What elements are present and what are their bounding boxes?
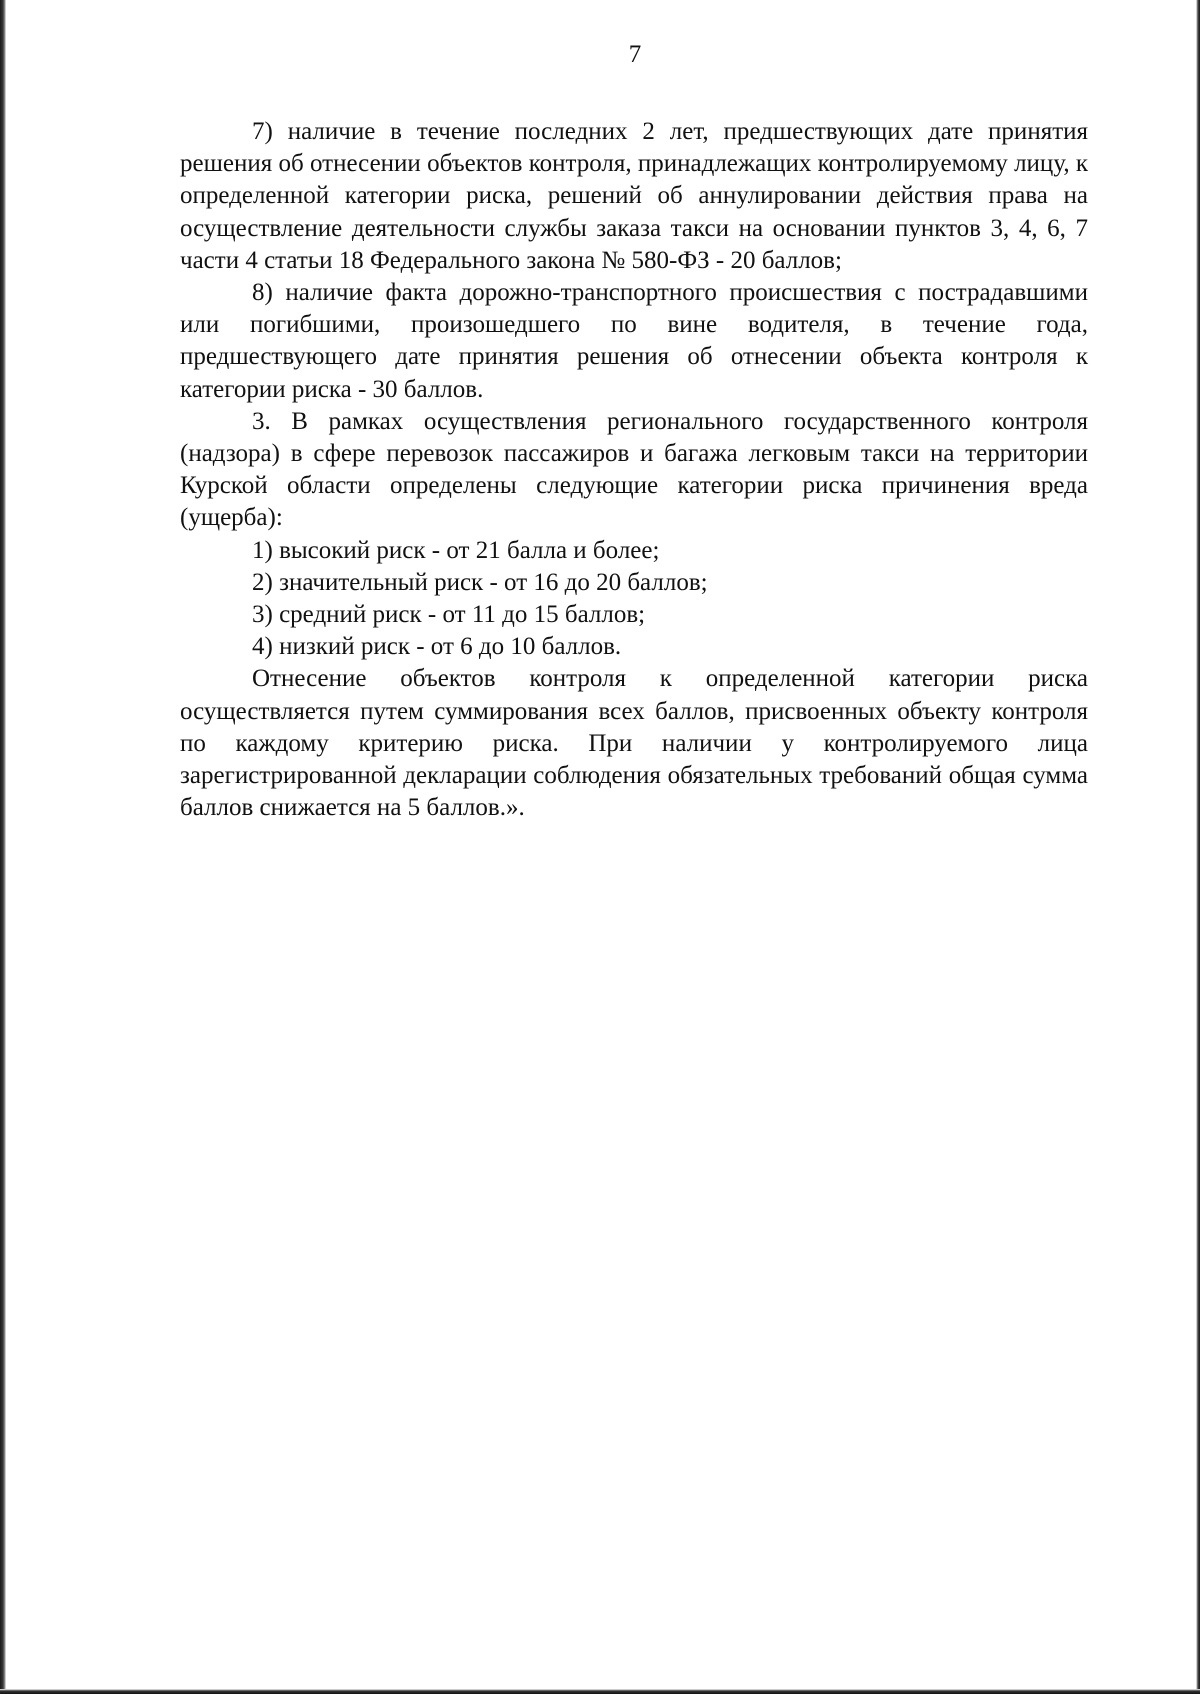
risk-category-significant: 2) значительный риск - от 16 до 20 баллов; bbox=[252, 568, 708, 596]
risk-category-medium: 3) средний риск - от 11 до 15 баллов; bbox=[252, 601, 646, 629]
risk-category-high: 1) высокий риск - от 21 балла и более; bbox=[252, 536, 660, 564]
scan-edge-left bbox=[0, 0, 6, 1694]
document-body bbox=[180, 116, 1088, 824]
paragraph-section-3: 3. В рамках осуществления регионального государственного контроля (надзора) в сфере перевозок пассажиров и багажа легковым такси на территории Курской области определены следующие категории риска причинения вреда (ущерба): bbox=[180, 407, 1088, 532]
closing-paragraph: Отнесение объектов контроля к определенной категории риска осуществляется путем суммирования всех баллов, присвоенных объекту контроля по каждому критерию риска. При наличии у контролируемого лица зарегистрированной декларации соблюдения обязательных требований общая сумма баллов снижается на 5 баллов.». bbox=[180, 665, 1088, 822]
scan-edge-right bbox=[1196, 0, 1200, 1694]
scan-edge-bottom bbox=[0, 1689, 1200, 1694]
page-number: 7 bbox=[628, 41, 642, 68]
risk-category-low: 4) низкий риск - от 6 до 10 баллов. bbox=[252, 633, 622, 661]
risk-category-list bbox=[180, 535, 1088, 664]
paragraph-item-7: 7) наличие в течение последних 2 лет, предшествующих дате принятия решения об отнесении объектов контроля, принадлежащих контролируемому лицу, к определенной категории риска, решений об аннулировании действия права на осуществление деятельности службы заказа такси на основании пунктов 3, 4, 6, 7 части 4 статьи 18 Федерального закона № 580-ФЗ - 20 баллов; bbox=[180, 118, 1088, 274]
paragraph-item-8: 8) наличие факта дорожно-транспортного происшествия с пострадавшими или погибшими, произошедшего по вине водителя, в течение года, предшествующего дате принятия решения об отнесении объекта контроля к категории риска - 30 баллов. bbox=[180, 279, 1088, 403]
